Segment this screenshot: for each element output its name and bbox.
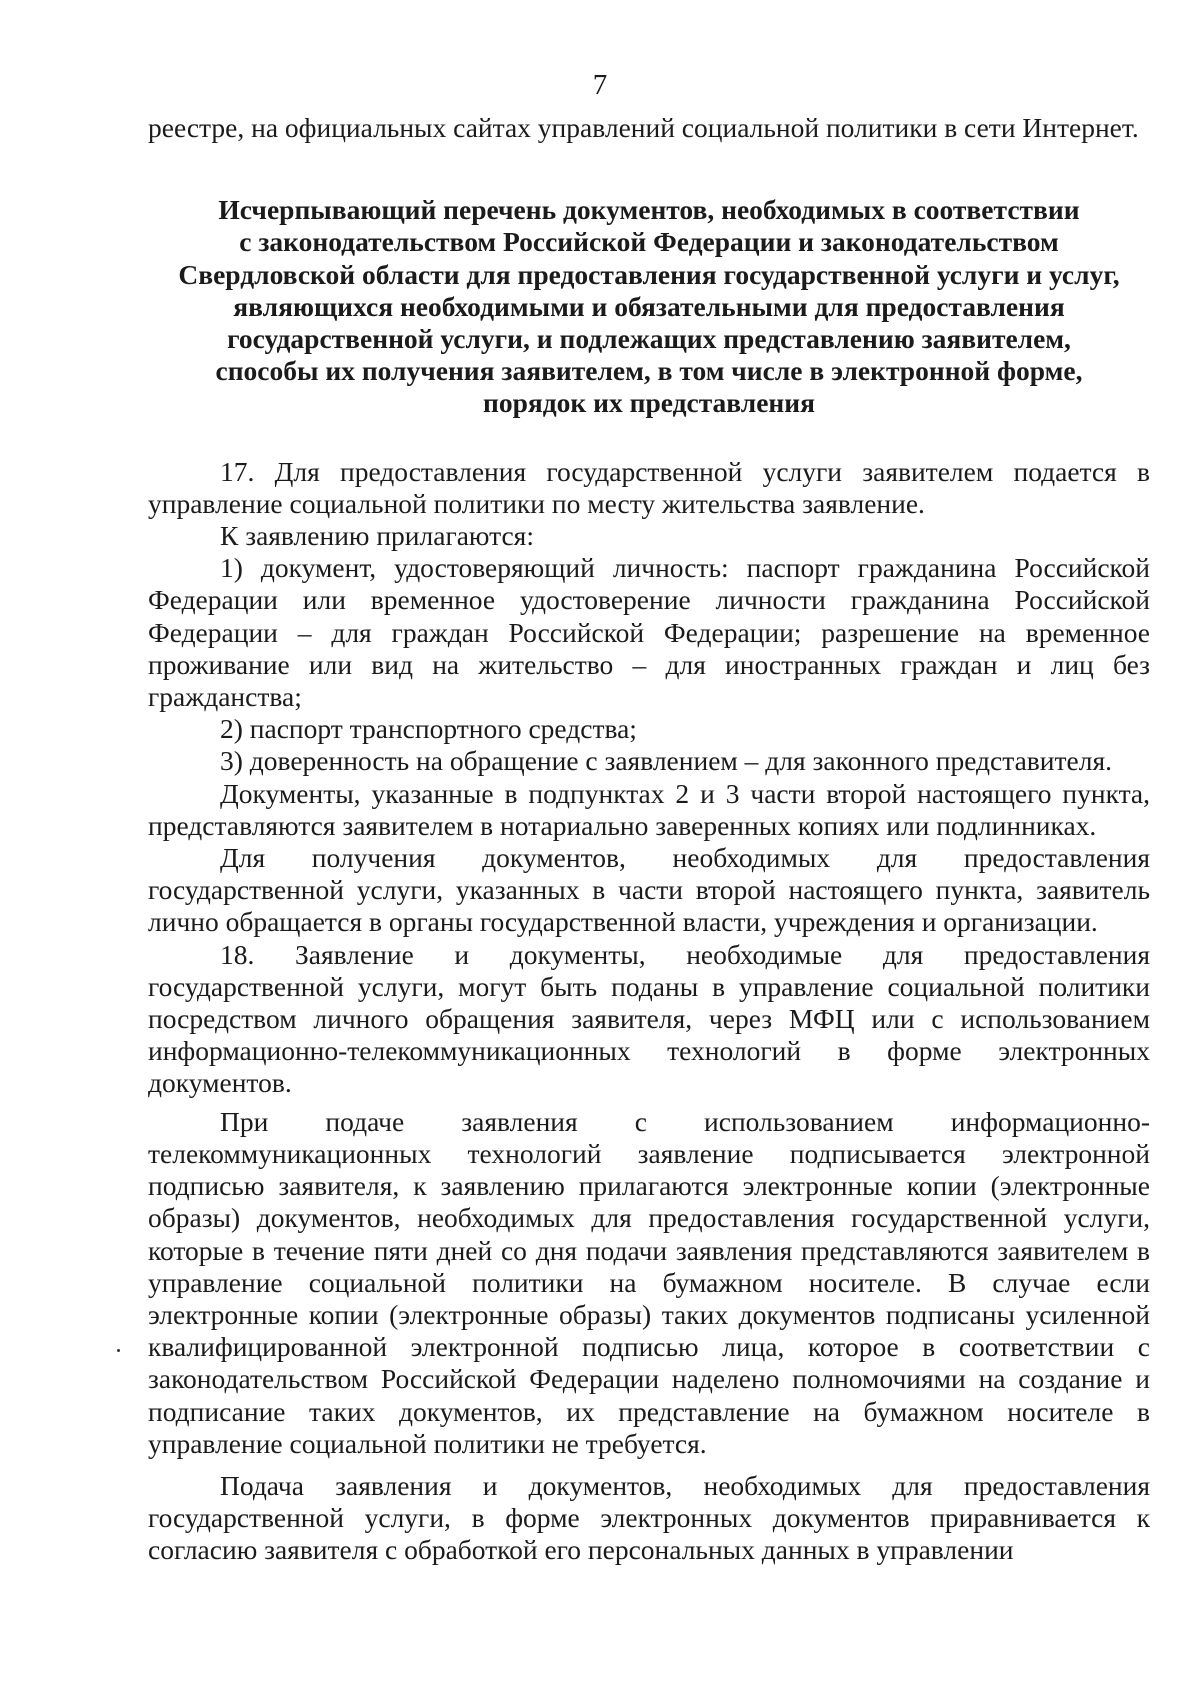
intro-paragraph: реестре, на официальных сайтах управлений социальной политики в сети Интернет. <box>148 112 1139 143</box>
heading-line: с законодательством Российской Федерации и законодательством <box>239 226 1059 258</box>
paragraph-18: 18. Заявление и документы, необходимые для предоставления государственной услуги, могут быть поданы в управление социальной политики посредством личного обращения заявителя, через МФЦ или с использованием информационно-телекоммуникационных технологий в форме электронных документов. <box>148 938 1150 1099</box>
heading-line: Свердловской области для предоставления государственной услуги и услуг, <box>178 258 1120 290</box>
paragraph-copies: Документы, указанные в подпунктах 2 и 3 части второй настоящего пункта, представляются заявителем в нотариально заверенных копиях или подлинниках. <box>148 777 1150 841</box>
scan-speck <box>117 1349 120 1352</box>
heading-line: государственной услуги, и подлежащих представлению заявителем, <box>227 323 1071 355</box>
list-item-2: 2) паспорт транспортного средства; <box>220 713 637 745</box>
heading-line: Исчерпывающий перечень документов, необходимых в соответствии <box>218 194 1080 226</box>
heading-line: способы их получения заявителем, в том числе в электронной форме, <box>215 355 1083 387</box>
paragraph-personal-data-consent: Подача заявления и документов, необходимых для предоставления государственной услуги, в форме электронных документов приравнивается к согласию заявителя с обработкой его персональных данных в управлении <box>148 1469 1150 1566</box>
page-number: 7 <box>592 69 608 101</box>
section-heading <box>148 194 1150 419</box>
document-text <box>148 112 1150 1567</box>
paragraph-obtaining-documents: Для получения документов, необходимых для предоставления государственной услуги, указанных в части второй настоящего пункта, заявитель лично обращается в органы государственной власти, учреждения и организации. <box>148 842 1150 938</box>
list-item-1: 1) документ, удостоверяющий личность: паспорт гражданина Российской Федерации или временное удостоверение личности гражданина Российской Федерации – для граждан Российской Федерации; разрешение на временное проживание или вид на жительство – для иностранных граждан и лиц без гражданства; <box>148 552 1150 713</box>
paragraph-attachments-intro: К заявлению прилагаются: <box>220 520 534 552</box>
paragraph-17: 17. Для предоставления государственной услуги заявителем подается в управление социальной политики по месту жительства заявление. <box>148 455 1150 519</box>
paragraph-electronic-submission: При подаче заявления с использованием информационно-телекоммуникационных технологий заявление подписывается электронной подписью заявителя, к заявлению прилагаются электронные копии (электронные образы) документов, необходимых для предоставления государственной услуги, которые в течение пяти дней со дня подачи заявления представляются заявителем в управление социальной политики на бумажном носителе. В случае если электронные копии (электронные образы) таких документов подписаны усиленной квалифицированной электронной подписью лица, которое в соответствии с законодательством Российской Федерации наделено полномочиями на создание и подписание таких документов, их представление на бумажном носителе в управление социальной политики не требуется. <box>148 1105 1150 1459</box>
heading-line: являющихся необходимыми и обязательными для предоставления <box>233 290 1065 322</box>
heading-line: порядок их представления <box>482 387 815 419</box>
list-item-3: 3) доверенность на обращение с заявлением – для законного представителя. <box>220 745 1112 777</box>
